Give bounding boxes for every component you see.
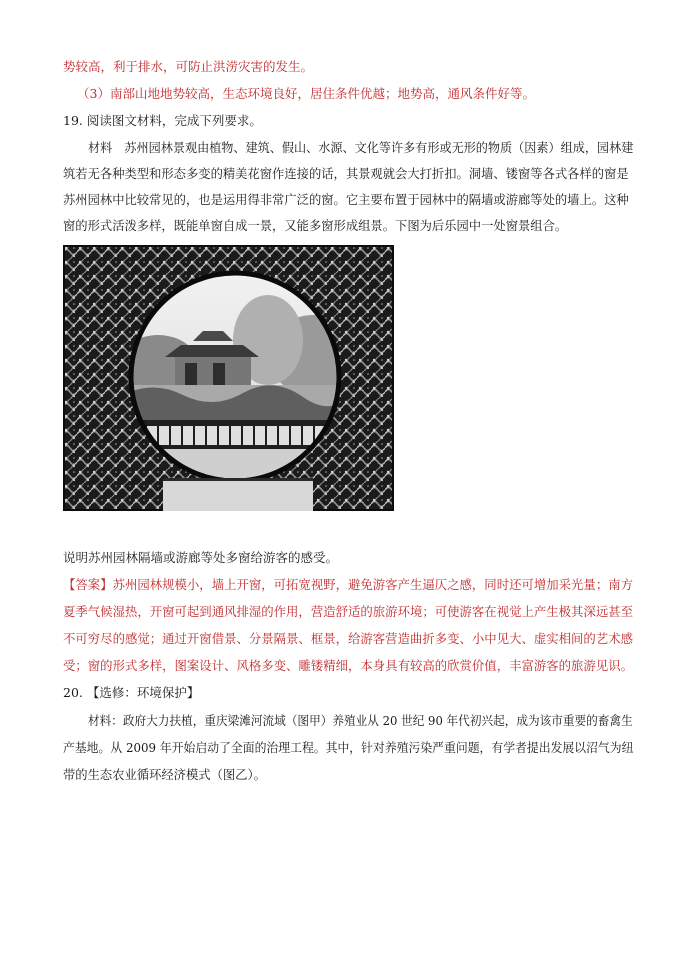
answer-line-3b: 不可穷尽的感觉；通过开窗借景、分景隔景、框景，给游客营造曲折多变、小中见大、虚实相间的艺术感 [63,631,634,646]
material-line-4: 窗的形式活泼多样，既能单窗自成一景，又能多窗形成组景。下图为后乐园中一处窗景组合。 [63,219,568,233]
material-20-line-2: 产基地。从 2009 年开始启动了全面的治理工程。其中，针对养殖污染严重问题，有学者提出发展以沼气为纽 [63,741,634,755]
material-20-line-3: 带的生态农业循环经济模式（图乙）。 [63,768,266,782]
material-line-3: 苏州园林中比较常见的，也是运用得非常广泛的窗。它主要布置于园林中的隔墙或游廊等处的墙上。这种 [63,193,629,207]
garden-window-photo [63,245,394,511]
material-20-line-1: 材料：政府大力扶植，重庆梁滩河流域（图甲）养殖业从 20 世纪 90 年代初兴起，成为该市重要的畜禽生 [88,714,633,728]
answer-line-4: 受；窗的形式多样，图案设计、风格多变、雕镂精细，本身具有较高的欣赏价值，丰富游客的旅游见识。 [63,658,634,673]
question-19-prompt: 说明苏州园林隔墙或游廊等处多窗给游客的感受。 [63,550,339,565]
answer-line-3: （3）南部山地地势较高，生态环境良好，居住条件优越；地势高，通风条件好等。 [77,86,535,101]
material-line-1: 材料 苏州园林景观由植物、建筑、假山、水源、文化等许多有形或无形的物质（因素）组成，园林建 [88,141,634,155]
material-line-2: 筑若无各种类型和形态多变的精美花窗作连接的话，其景观就会大打折扣。洞墙、镂窗等各式各样的窗是 [63,167,629,181]
answer-line-1: 【答案】苏州园林规模小，墙上开窗，可拓宽视野，避免游客产生逼仄之感，同时还可增加采光量；南方 [63,577,634,592]
question-20-title: 20. 【选修：环境保护】 [63,685,200,700]
answer-line-continued: 势较高，利于排水，可防止洪涝灾害的发生。 [63,59,314,74]
answer-line-2: 夏季气候湿热，开窗可起到通风排湿的作用，营造舒适的旅游环境；可使游客在视觉上产生极其深远甚至 [63,604,634,619]
question-19-title: 19. 阅读图文材料，完成下列要求。 [63,113,262,128]
